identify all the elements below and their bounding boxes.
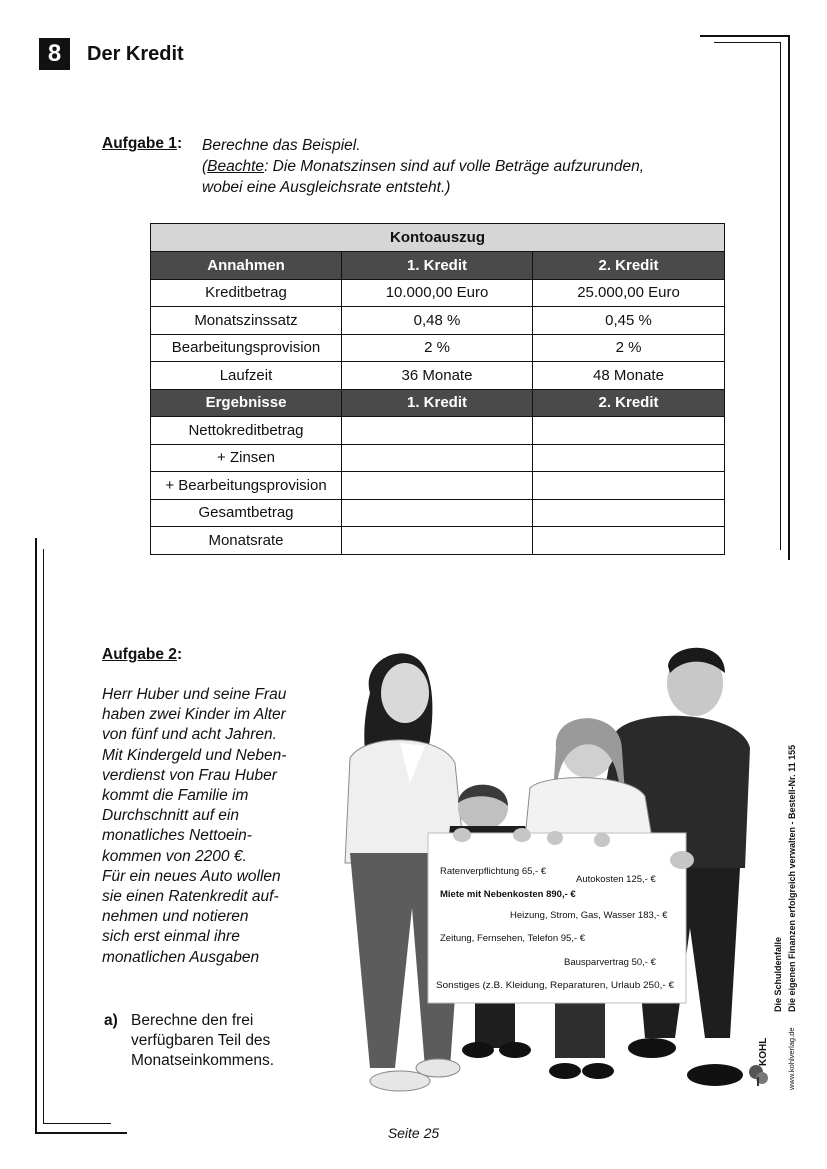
expense-sign	[428, 833, 686, 1003]
table-title: Kontoauszug	[151, 224, 725, 252]
table-header-annahmen	[151, 252, 725, 280]
header-cell: Annahmen	[151, 252, 342, 280]
row-label: Monatsrate	[151, 527, 342, 555]
chapter-title: Der Kredit	[87, 43, 184, 65]
row-label: Kreditbetrag	[151, 279, 342, 307]
task2-line: monatlichen Ausgaben	[102, 948, 260, 966]
header-cell: Ergebnisse	[151, 389, 342, 417]
answer-cell[interactable]	[533, 527, 725, 555]
table-cell: 25.000,00 Euro	[533, 279, 725, 307]
task2-line: kommt die Familie im	[102, 787, 249, 805]
frame-top-right-outer-h	[700, 35, 790, 37]
task2-text	[102, 685, 322, 968]
header-cell: 1. Kredit	[342, 389, 533, 417]
task2-line: Durchschnitt auf ein	[102, 807, 239, 825]
task1-label: Aufgabe 1	[102, 135, 177, 152]
frame-top-right-inner-v	[780, 42, 781, 550]
task1-instructions	[202, 135, 722, 198]
task2-line: nehmen und notieren	[102, 908, 249, 926]
task2-line: kommen von 2200 €.	[102, 847, 247, 865]
answer-cell[interactable]	[533, 444, 725, 472]
table-cell: 0,45 %	[533, 307, 725, 335]
table-header-ergebnisse	[151, 389, 725, 417]
sign-item: Heizung, Strom, Gas, Wasser 183,- €	[510, 910, 668, 921]
task2-label: Aufgabe 2	[102, 646, 177, 663]
table-row	[151, 279, 725, 307]
sidebar-book-title: Die Schuldenfalle	[773, 936, 783, 1012]
publisher-logo	[746, 1022, 774, 1088]
row-label: Nettokreditbetrag	[151, 417, 342, 445]
task2-line: Mit Kindergeld und Neben-	[102, 746, 287, 764]
sign-item: Autokosten 125,- €	[576, 874, 656, 885]
row-label: Monatszinssatz	[151, 307, 342, 335]
table-row	[151, 362, 725, 390]
row-label: Laufzeit	[151, 362, 342, 390]
subtask-a-label: a)	[104, 1012, 118, 1029]
table-row	[151, 307, 725, 335]
table-row	[151, 527, 725, 555]
task2-colon: :	[176, 646, 183, 663]
subtask-a-line: Berechne den frei	[131, 1012, 254, 1029]
subtask-a-line: verfügbaren Teil des	[131, 1032, 271, 1049]
frame-bottom-left-inner-h	[43, 1123, 111, 1124]
table-row	[151, 444, 725, 472]
table-cell: 36 Monate	[342, 362, 533, 390]
frame-top-right-inner-h	[714, 42, 781, 43]
subtask-a-line: Monatseinkommens.	[131, 1052, 275, 1069]
sign-item: Zeitung, Fernsehen, Telefon 95,- €	[440, 933, 586, 944]
sign-item: Ratenverpflichtung 65,- €	[440, 866, 547, 877]
task2-line: monatliches Nettoein-	[102, 827, 252, 845]
task1-line3: wobei eine Ausgleichsrate entsteht.)	[202, 179, 451, 196]
table-row	[151, 472, 725, 500]
answer-cell[interactable]	[342, 444, 533, 472]
table-row	[151, 417, 725, 445]
table-row	[151, 334, 725, 362]
sidebar-subtitle: Die eigenen Finanzen erfolgreich verwalten - Bestell-Nr. 11 155	[787, 744, 797, 1012]
task1-note-open: (	[202, 158, 208, 175]
header-cell: 1. Kredit	[342, 252, 533, 280]
task1-heading	[102, 135, 182, 153]
task2-line: verdienst von Frau Huber	[102, 766, 277, 784]
task2-heading	[102, 646, 182, 664]
table-cell: 10.000,00 Euro	[342, 279, 533, 307]
task2-line: von fünf und acht Jahren.	[102, 726, 277, 744]
table-cell: 48 Monate	[533, 362, 725, 390]
task2-line: haben zwei Kinder im Alter	[102, 706, 286, 724]
task1-line2	[202, 156, 722, 177]
answer-cell[interactable]	[342, 527, 533, 555]
answer-cell[interactable]	[342, 472, 533, 500]
task1-line1: Berechne das Beispiel.	[202, 137, 361, 154]
header-cell: 2. Kredit	[533, 389, 725, 417]
frame-top-right-outer-v	[788, 35, 790, 560]
table-cell: 2 %	[533, 334, 725, 362]
sign-item: Bausparvertrag 50,- €	[564, 957, 656, 968]
row-label: Gesamtbetrag	[151, 499, 342, 527]
task2-line: Herr Huber und seine Frau	[102, 686, 287, 703]
answer-cell[interactable]	[533, 472, 725, 500]
sign-item: Miete mit Nebenkosten 890,- €	[440, 889, 576, 900]
subtask-a-text	[131, 1011, 274, 1071]
frame-bottom-left-inner-v	[43, 549, 44, 1124]
table-row	[151, 499, 725, 527]
answer-cell[interactable]	[342, 417, 533, 445]
row-label: Bearbeitungsprovision	[151, 334, 342, 362]
subtask-a	[104, 1011, 274, 1071]
task2-line: Für ein neues Auto wollen	[102, 867, 281, 885]
task2-line: sich erst einmal ihre	[102, 928, 240, 946]
answer-cell[interactable]	[533, 417, 725, 445]
task1-note-word: Beachte	[207, 158, 265, 175]
table-cell: 0,48 %	[342, 307, 533, 335]
sign-item: Sonstiges (z.B. Kleidung, Reparaturen, Urlaub 250,- €	[436, 980, 675, 991]
family-photo	[330, 638, 758, 1096]
table-cell: 2 %	[342, 334, 533, 362]
task2-line: sie einen Ratenkredit auf-	[102, 888, 279, 906]
answer-cell[interactable]	[533, 499, 725, 527]
task1-colon: :	[176, 135, 183, 152]
task1-note-rest: : Die Monatszinsen sind auf volle Beträge aufzurunden,	[264, 158, 645, 175]
row-label: + Zinsen	[151, 444, 342, 472]
row-label: + Bearbeitungsprovision	[151, 472, 342, 500]
page-number: Seite 25	[387, 1125, 440, 1141]
frame-bottom-left-outer-v	[35, 538, 37, 1134]
answer-cell[interactable]	[342, 499, 533, 527]
sidebar-website: www.kohlverlag.de	[787, 1027, 796, 1090]
kontoauszug-table	[150, 223, 725, 555]
chapter-number-badge: 8	[39, 38, 70, 70]
header-cell: 2. Kredit	[533, 252, 725, 280]
publisher-name: KOHL	[758, 1037, 769, 1066]
